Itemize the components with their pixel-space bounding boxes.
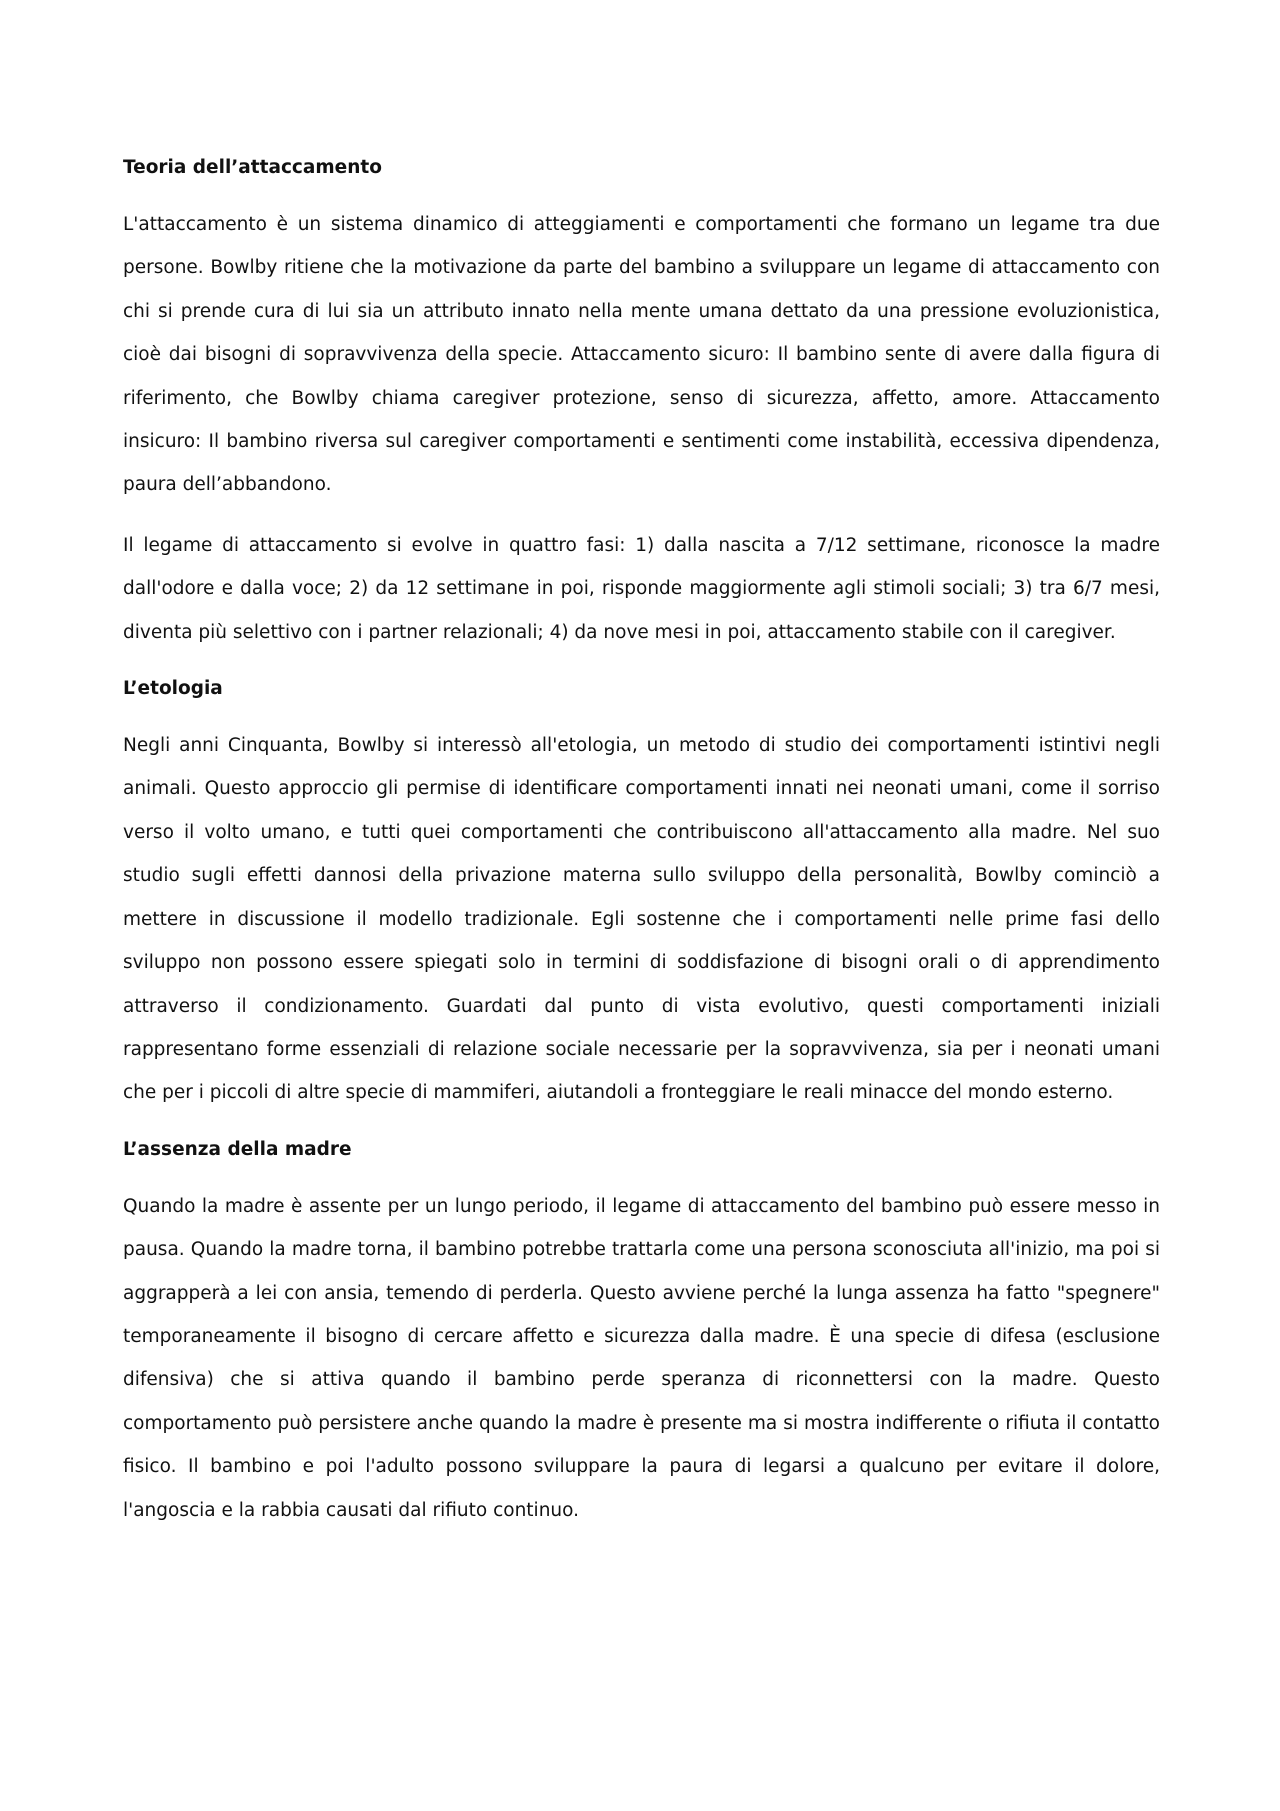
document-page (123, 150, 1160, 1549)
section-heading: Teoria dell’attaccamento (123, 157, 382, 178)
paragraph: L'attaccamento è un sistema dinamico di atteggiamenti e comportamenti che formano un legame tra due persone. Bowlby ritiene che la motivazione da parte del bambino a sviluppare un legame di attaccamento con chi si prende cura di lui sia un attributo innato nella mente umana dettato da una pressione evoluzionistica, cioè dai bisogni di sopravvivenza della specie. Attaccamento sicuro: Il bambino sente di avere dalla figura di riferimento, che Bowlby chiama caregiver protezione, senso di sicurezza, affetto, amore. Attaccamento insicuro: Il bambino riversa sul caregiver comportamenti e sentimenti come instabilità, eccessiva dipendenza, paura dell’abbandono. (123, 214, 1160, 496)
paragraph: Quando la madre è assente per un lungo periodo, il legame di attaccamento del bambino può essere messo in pausa. Quando la madre torna, il bambino potrebbe trattarla come una persona sconosciuta all'inizio, ma poi si aggrapperà a lei con ansia, temendo di perderla. Questo avviene perché la lunga assenza ha fatto "spegnere" temporaneamente il bisogno di cercare affetto e sicurezza dalla madre. È una specie di difesa (esclusione difensiva) che si attiva quando il bambino perde speranza di riconnettersi con la madre. Questo comportamento può persistere anche quando la madre è presente ma si mostra indifferente o rifiuta il contatto fisico. Il bambino e poi l'adulto possono sviluppare la paura di legarsi a qualcuno per evitare il dolore, l'angoscia e la rabbia causati dal rifiuto continuo. (123, 1195, 1160, 1521)
paragraph: Negli anni Cinquanta, Bowlby si interessò all'etologia, un metodo di studio dei comportamenti istintivi negli animali. Questo approccio gli permise di identificare comportamenti innati nei neonati umani, come il sorriso verso il volto umano, e tutti quei comportamenti che contribuiscono all'attaccamento alla madre. Nel suo studio sugli effetti dannosi della privazione materna sullo sviluppo della personalità, Bowlby cominciò a mettere in discussione il modello tradizionale. Egli sostenne che i comportamenti nelle prime fasi dello sviluppo non possono essere spiegati solo in termini di soddisfazione di bisogni orali o di apprendimento attraverso il condizionamento. Guardati dal punto di vista evolutivo, questi comportamenti iniziali rappresentano forme essenziali di relazione sociale necessarie per la sopravvivenza, sia per i neonati umani che per i piccoli di altre specie di mammiferi, aiutandoli a fronteggiare le reali minacce del mondo esterno. (123, 735, 1160, 1104)
paragraph: Il legame di attaccamento si evolve in quattro fasi: 1) dalla nascita a 7/12 settimane, riconosce la madre dall'odore e dalla voce; 2) da 12 settimane in poi, risponde maggiormente agli stimoli sociali; 3) tra 6/7 mesi, diventa più selettivo con i partner relazionali; 4) da nove mesi in poi, attaccamento stabile con il caregiver. (123, 534, 1160, 643)
section-heading: L’etologia (123, 678, 223, 700)
section-heading: L’assenza della madre (123, 1138, 352, 1160)
